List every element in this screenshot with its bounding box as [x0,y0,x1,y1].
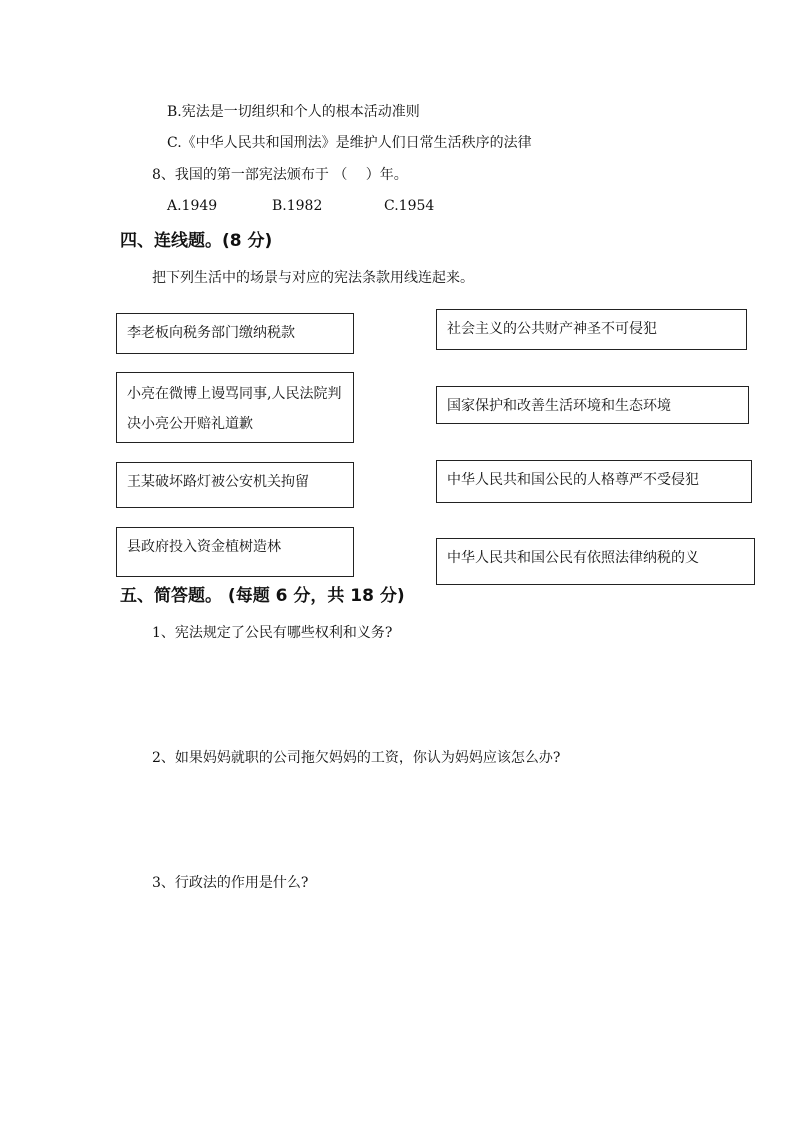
left-item-2[interactable]: 小亮在微博上谩骂同事,人民法院判决小亮公开赔礼道歉 [116,372,354,443]
q7-option-c: C.《中华人民共和国刑法》是维护人们日常生活秩序的法律 [167,135,532,151]
right-item-4[interactable]: 中华人民共和国公民有依照法律纳税的义 [436,538,755,585]
section4-title: 四、连线题。(8 分) [120,231,273,251]
left-item-4[interactable]: 县政府投入资金植树造林 [116,527,354,577]
right-item-2[interactable]: 国家保护和改善生活环境和生态环境 [436,386,749,424]
q8-option-c: C.1954 [384,198,435,214]
left-item-3[interactable]: 王某破坏路灯被公安机关拘留 [116,462,354,508]
right-item-1[interactable]: 社会主义的公共财产神圣不可侵犯 [436,309,747,350]
section4-instruction: 把下列生活中的场景与对应的宪法条款用线连起来。 [152,270,474,286]
section5-question-2: 2、如果妈妈就职的公司拖欠妈妈的工资，你认为妈妈应该怎么办? [152,750,561,766]
q8-option-b: B.1982 [272,198,323,214]
left-item-1[interactable]: 李老板向税务部门缴纳税款 [116,313,354,354]
right-item-3[interactable]: 中华人民共和国公民的人格尊严不受侵犯 [436,460,752,503]
section5-question-1: 1、宪法规定了公民有哪些权利和义务? [152,625,393,641]
section5-question-3: 3、行政法的作用是什么? [152,875,309,891]
q8-option-a: A.1949 [167,198,218,214]
q7-option-b: B.宪法是一切组织和个人的根本活动准则 [167,104,420,120]
section5-title: 五、简答题。 (每题 6 分，共 18 分) [120,586,405,606]
q8-stem: 8、我国的第一部宪法颁布于 （ ）年。 [152,167,408,183]
